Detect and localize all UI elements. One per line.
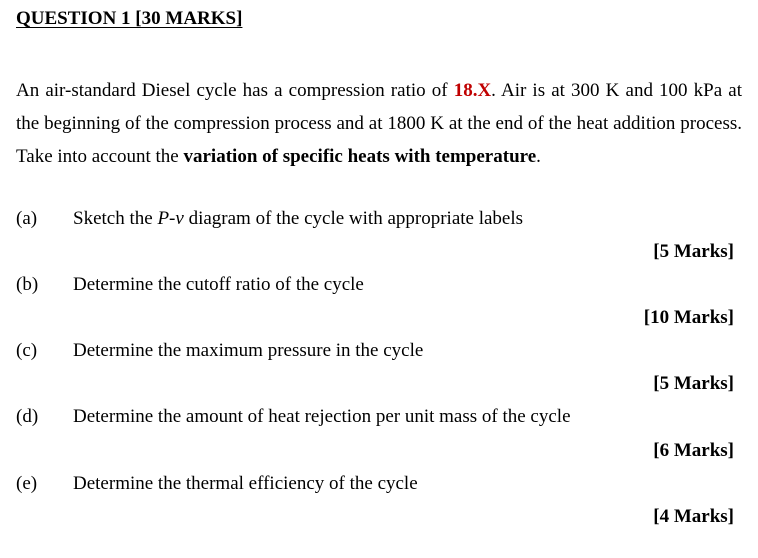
part-text: Determine the cutoff ratio of the cycle bbox=[73, 274, 364, 295]
compression-ratio-value: 18.X bbox=[453, 80, 492, 101]
part-letter: (c) bbox=[16, 340, 38, 361]
part-marks: [5 Marks] bbox=[653, 241, 734, 262]
part-letter: (a) bbox=[16, 208, 38, 229]
part-text-italic: v bbox=[175, 208, 184, 229]
intro-text: . bbox=[536, 146, 541, 167]
part-letter: (d) bbox=[16, 406, 39, 427]
part-text-segment: - bbox=[169, 208, 176, 229]
part-text bbox=[73, 208, 523, 230]
intro-line-3 bbox=[16, 140, 742, 173]
intro-line-1 bbox=[16, 74, 742, 107]
part-marks: [6 Marks] bbox=[653, 440, 734, 461]
question-intro bbox=[16, 74, 742, 173]
part-text: Determine the maximum pressure in the cycle bbox=[73, 340, 424, 361]
part-marks: [4 Marks] bbox=[653, 506, 734, 527]
intro-line-2: the beginning of the compression process and at 1800 K at the end of the heat addition process. bbox=[16, 113, 742, 134]
intro-text: . Air is at 300 K and 100 kPa at bbox=[491, 80, 742, 101]
intro-text: Take into account the bbox=[16, 146, 184, 167]
part-marks: [5 Marks] bbox=[653, 373, 734, 394]
intro-text: An air-standard Diesel cycle has a compression ratio of bbox=[16, 80, 454, 101]
part-text-segment: Sketch the bbox=[73, 208, 158, 229]
part-text: Determine the thermal efficiency of the cycle bbox=[73, 473, 418, 494]
emphasis-text: variation of specific heats with temperature bbox=[183, 146, 537, 167]
part-marks: [10 Marks] bbox=[643, 307, 734, 328]
part-text-italic: P bbox=[157, 208, 170, 229]
part-text: Determine the amount of heat rejection per unit mass of the cycle bbox=[73, 406, 571, 427]
part-letter: (e) bbox=[16, 473, 38, 494]
question-heading: QUESTION 1 [30 MARKS] bbox=[16, 8, 243, 29]
part-text-segment: diagram of the cycle with appropriate labels bbox=[183, 208, 524, 229]
part-letter: (b) bbox=[16, 274, 39, 295]
